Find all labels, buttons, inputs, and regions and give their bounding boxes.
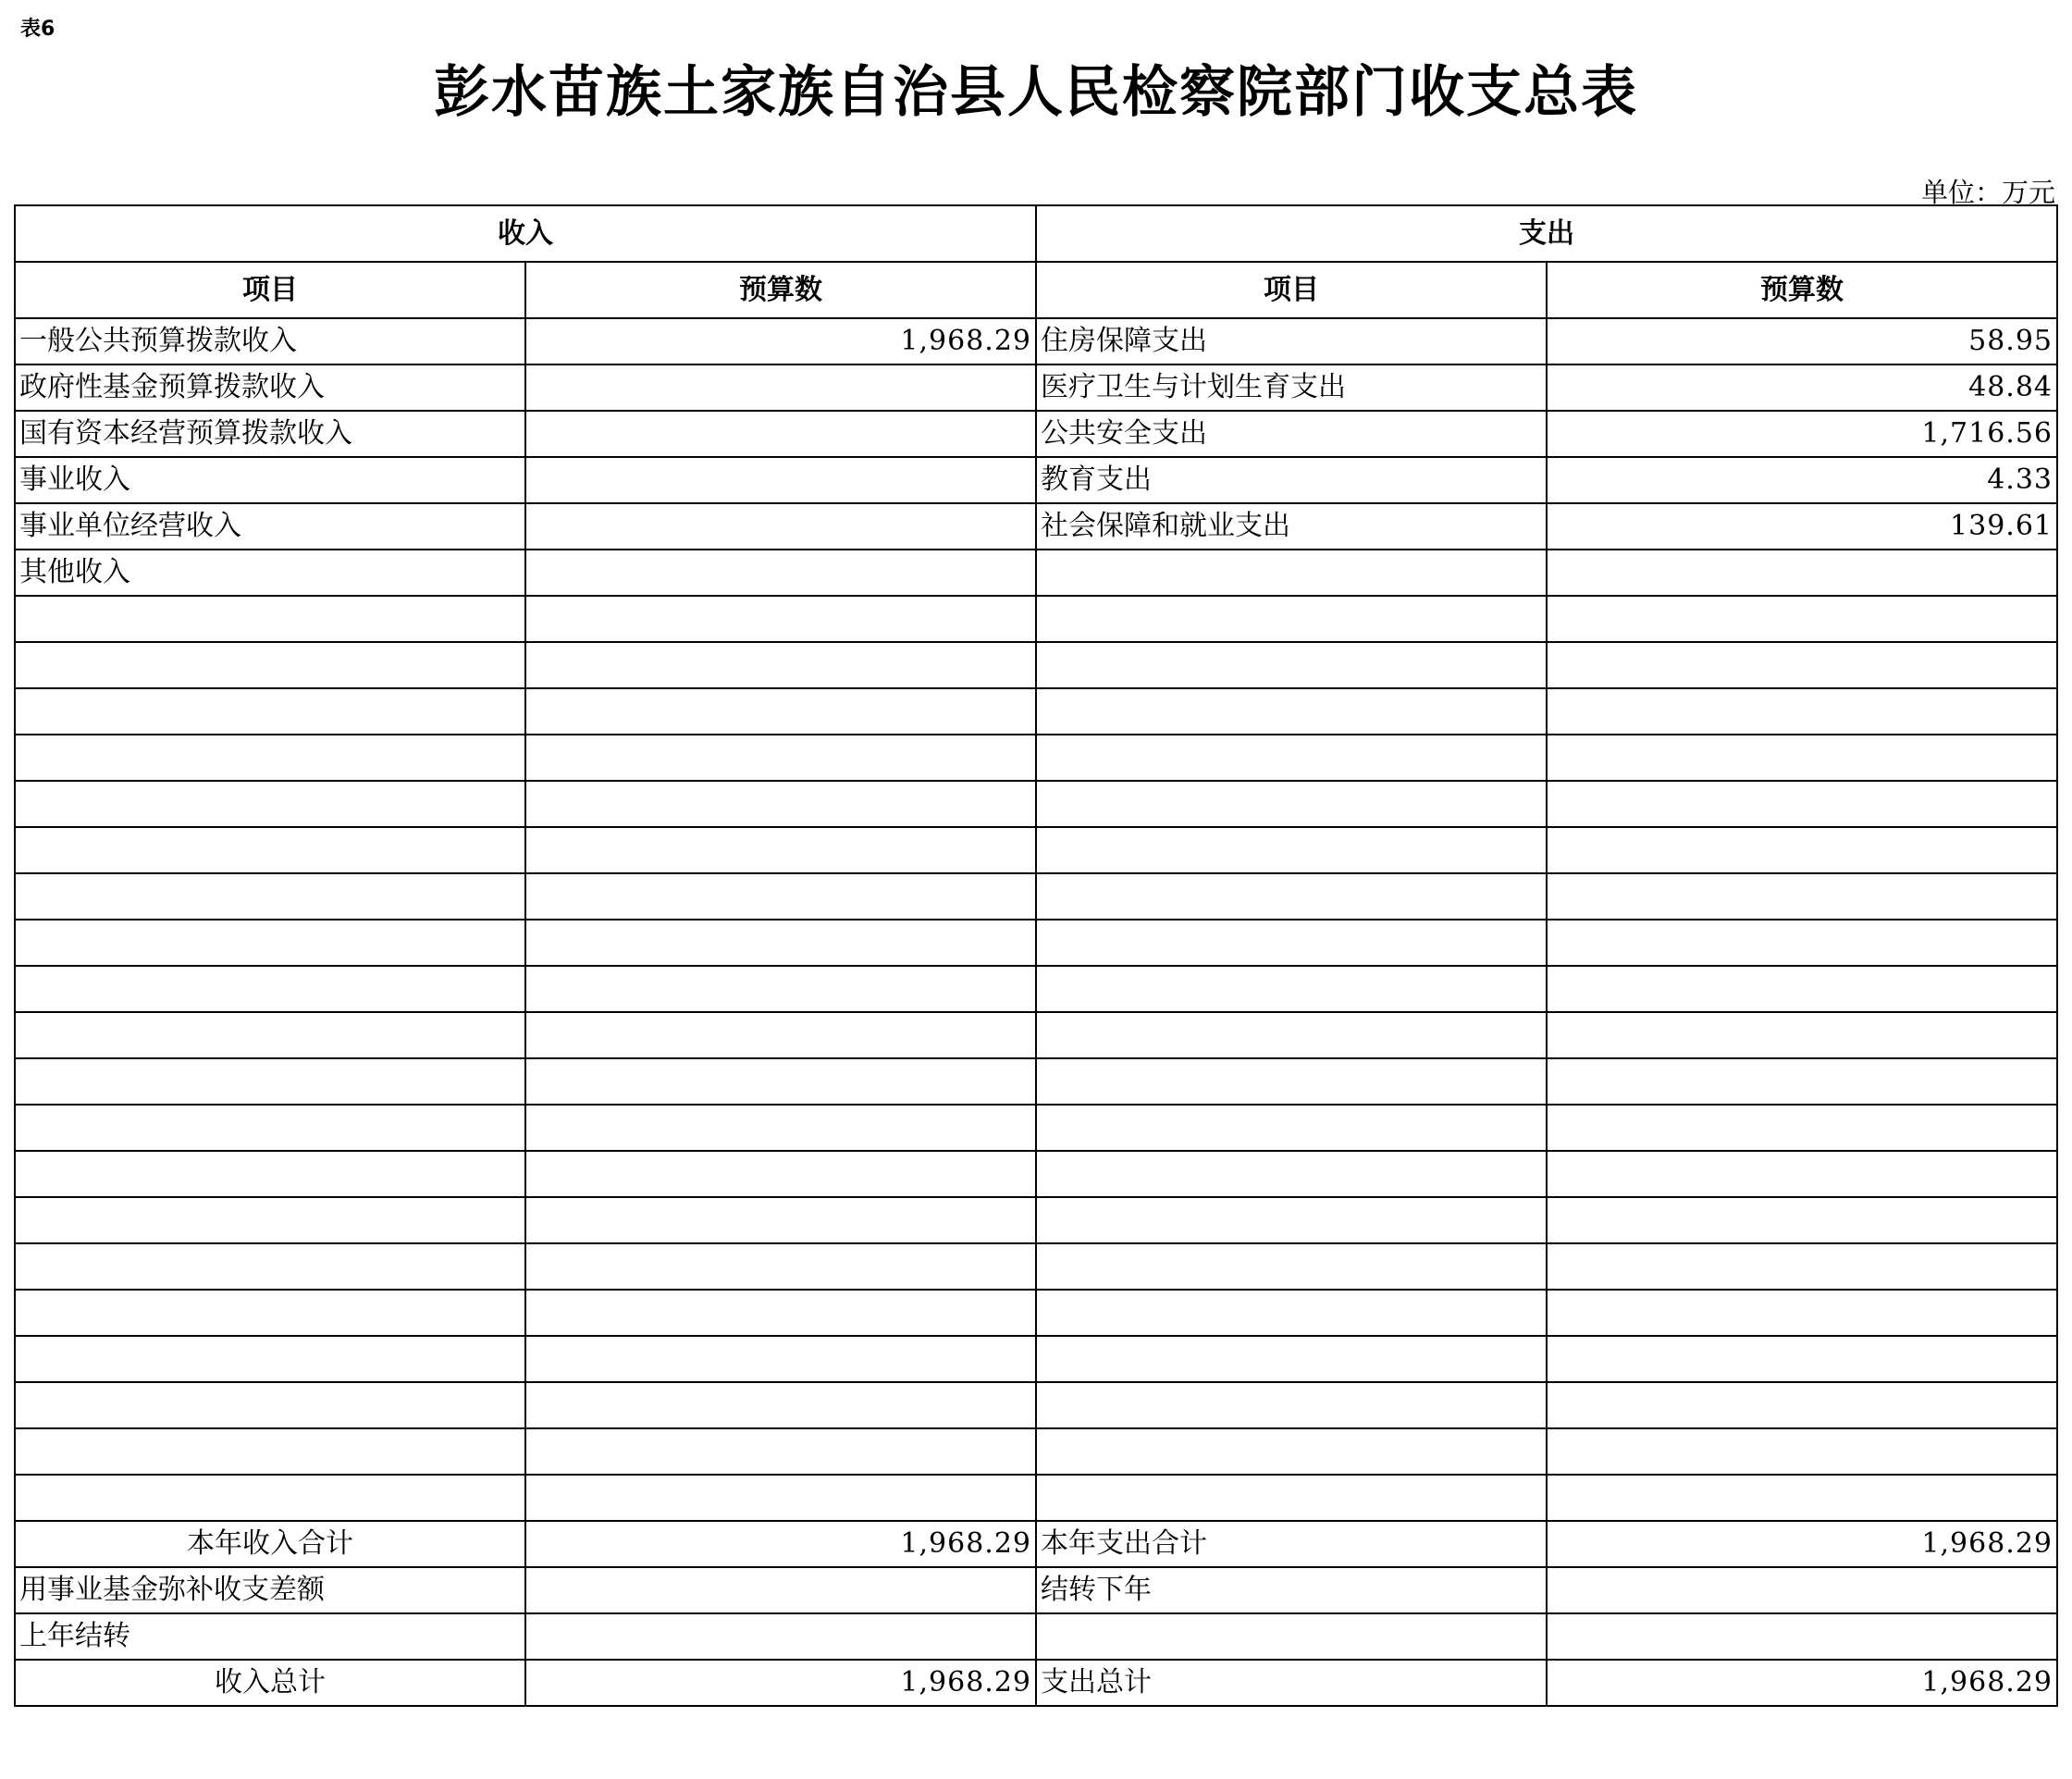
empty-cell bbox=[1036, 1613, 1547, 1660]
carry-last-year-row bbox=[15, 1613, 2057, 1660]
empty-row bbox=[15, 827, 2057, 873]
column-header-row bbox=[15, 262, 2057, 318]
income-item-cell: 政府性基金预算拨款收入 bbox=[15, 364, 525, 411]
empty-row bbox=[15, 1105, 2057, 1151]
empty-cell bbox=[15, 827, 525, 873]
empty-cell bbox=[1547, 1058, 2057, 1105]
empty-cell bbox=[525, 1336, 1036, 1382]
empty-cell bbox=[15, 1151, 525, 1197]
table-row bbox=[15, 550, 2057, 596]
budget-summary-table bbox=[14, 204, 2058, 1707]
income-item-cell: 其他收入 bbox=[15, 550, 525, 596]
empty-cell bbox=[1547, 1290, 2057, 1336]
empty-cell bbox=[15, 1243, 525, 1290]
carry-last-year-value bbox=[525, 1613, 1036, 1660]
empty-cell bbox=[1547, 966, 2057, 1012]
empty-cell bbox=[1547, 596, 2057, 642]
table-row bbox=[15, 318, 2057, 364]
empty-cell bbox=[1547, 1243, 2057, 1290]
empty-cell bbox=[1547, 1012, 2057, 1058]
empty-cell bbox=[15, 1475, 525, 1521]
expense-item-cell: 社会保障和就业支出 bbox=[1036, 503, 1547, 550]
empty-cell bbox=[15, 1428, 525, 1475]
empty-cell bbox=[1036, 1151, 1547, 1197]
income-item-cell: 事业单位经营收入 bbox=[15, 503, 525, 550]
empty-row bbox=[15, 1151, 2057, 1197]
unit-label: 单位：万元 bbox=[1920, 177, 2055, 208]
expense-item-cell: 住房保障支出 bbox=[1036, 318, 1547, 364]
empty-cell bbox=[1036, 1012, 1547, 1058]
income-value-cell bbox=[525, 364, 1036, 411]
fund-makeup-label: 用事业基金弥补收支差额 bbox=[15, 1567, 525, 1613]
expense-item-cell: 医疗卫生与计划生育支出 bbox=[1036, 364, 1547, 411]
year-expense-total-value: 1,968.29 bbox=[1547, 1521, 2057, 1567]
empty-row bbox=[15, 735, 2057, 781]
empty-cell bbox=[1547, 1336, 2057, 1382]
empty-cell bbox=[1547, 1475, 2057, 1521]
table-row bbox=[15, 503, 2057, 550]
table-row bbox=[15, 411, 2057, 457]
empty-cell bbox=[1547, 1197, 2057, 1243]
empty-cell bbox=[1036, 1243, 1547, 1290]
empty-cell bbox=[525, 1428, 1036, 1475]
empty-cell bbox=[15, 1290, 525, 1336]
expense-section-header: 支出 bbox=[1036, 205, 2057, 262]
empty-cell bbox=[15, 1105, 525, 1151]
empty-cell bbox=[1547, 827, 2057, 873]
empty-row bbox=[15, 596, 2057, 642]
empty-cell bbox=[1547, 1105, 2057, 1151]
expense-item-cell bbox=[1036, 550, 1547, 596]
empty-cell bbox=[525, 1105, 1036, 1151]
empty-cell bbox=[525, 688, 1036, 735]
empty-cell bbox=[1547, 688, 2057, 735]
expense-value-cell bbox=[1547, 550, 2057, 596]
empty-row bbox=[15, 1428, 2057, 1475]
empty-row bbox=[15, 1243, 2057, 1290]
fund-makeup-row bbox=[15, 1567, 2057, 1613]
empty-cell bbox=[1036, 781, 1547, 827]
empty-cell bbox=[15, 735, 525, 781]
year-total-row bbox=[15, 1521, 2057, 1567]
empty-cell bbox=[1036, 1428, 1547, 1475]
empty-cell bbox=[525, 781, 1036, 827]
empty-cell bbox=[15, 642, 525, 688]
income-grand-total-value: 1,968.29 bbox=[525, 1660, 1036, 1706]
year-income-total-value: 1,968.29 bbox=[525, 1521, 1036, 1567]
empty-cell bbox=[1036, 966, 1547, 1012]
empty-cell bbox=[15, 920, 525, 966]
empty-row bbox=[15, 966, 2057, 1012]
expense-item-cell: 教育支出 bbox=[1036, 457, 1547, 503]
empty-cell bbox=[15, 966, 525, 1012]
empty-cell bbox=[15, 688, 525, 735]
empty-cell bbox=[1036, 920, 1547, 966]
income-value-cell: 1,968.29 bbox=[525, 318, 1036, 364]
empty-cell bbox=[1547, 735, 2057, 781]
expense-value-cell: 58.95 bbox=[1547, 318, 2057, 364]
empty-cell bbox=[1036, 642, 1547, 688]
expense-item-cell: 公共安全支出 bbox=[1036, 411, 1547, 457]
income-item-cell: 国有资本经营预算拨款收入 bbox=[15, 411, 525, 457]
fund-makeup-value bbox=[525, 1567, 1036, 1613]
empty-row bbox=[15, 1336, 2057, 1382]
empty-row bbox=[15, 1197, 2057, 1243]
table-number-label: 表6 bbox=[20, 18, 56, 41]
empty-cell bbox=[1036, 1475, 1547, 1521]
table-row bbox=[15, 457, 2057, 503]
empty-row bbox=[15, 688, 2057, 735]
carry-next-year-label: 结转下年 bbox=[1036, 1567, 1547, 1613]
empty-cell bbox=[15, 1058, 525, 1105]
income-value-cell bbox=[525, 550, 1036, 596]
empty-cell bbox=[1036, 596, 1547, 642]
carry-next-year-value bbox=[1547, 1567, 2057, 1613]
empty-row bbox=[15, 1475, 2057, 1521]
empty-cell bbox=[15, 1336, 525, 1382]
carry-last-year-label: 上年结转 bbox=[15, 1613, 525, 1660]
empty-cell bbox=[1036, 735, 1547, 781]
expense-item-header: 项目 bbox=[1036, 262, 1547, 318]
empty-row bbox=[15, 1058, 2057, 1105]
grand-total-row bbox=[15, 1660, 2057, 1706]
year-income-total-label: 本年收入合计 bbox=[15, 1521, 525, 1567]
expense-budget-header: 预算数 bbox=[1547, 262, 2057, 318]
empty-cell bbox=[15, 596, 525, 642]
expense-value-cell: 48.84 bbox=[1547, 364, 2057, 411]
empty-cell bbox=[1036, 1058, 1547, 1105]
empty-cell bbox=[15, 1012, 525, 1058]
empty-cell bbox=[525, 1382, 1036, 1428]
empty-cell bbox=[1547, 1428, 2057, 1475]
empty-cell bbox=[15, 781, 525, 827]
income-item-header: 项目 bbox=[15, 262, 525, 318]
empty-row bbox=[15, 1290, 2057, 1336]
empty-cell bbox=[525, 827, 1036, 873]
expense-grand-total-value: 1,968.29 bbox=[1547, 1660, 2057, 1706]
income-value-cell bbox=[525, 457, 1036, 503]
empty-cell bbox=[1547, 1151, 2057, 1197]
empty-cell bbox=[525, 642, 1036, 688]
empty-cell bbox=[1547, 1382, 2057, 1428]
empty-cell bbox=[1547, 920, 2057, 966]
income-item-cell: 一般公共预算拨款收入 bbox=[15, 318, 525, 364]
income-section-header: 收入 bbox=[15, 205, 1036, 262]
income-value-cell bbox=[525, 411, 1036, 457]
expense-grand-total-label: 支出总计 bbox=[1036, 1660, 1547, 1706]
empty-cell bbox=[1036, 873, 1547, 920]
empty-cell bbox=[525, 1012, 1036, 1058]
income-budget-header: 预算数 bbox=[525, 262, 1036, 318]
empty-row bbox=[15, 873, 2057, 920]
expense-value-cell: 4.33 bbox=[1547, 457, 2057, 503]
page-title: 彭水苗族土家族自治县人民检察院部门收支总表 bbox=[434, 60, 1638, 125]
empty-cell bbox=[525, 873, 1036, 920]
empty-cell bbox=[525, 1475, 1036, 1521]
expense-value-cell: 1,716.56 bbox=[1547, 411, 2057, 457]
empty-cell bbox=[525, 735, 1036, 781]
empty-cell bbox=[525, 1197, 1036, 1243]
empty-cell bbox=[15, 873, 525, 920]
empty-cell bbox=[525, 1290, 1036, 1336]
empty-cell bbox=[1036, 688, 1547, 735]
empty-cell bbox=[1036, 1105, 1547, 1151]
empty-cell bbox=[525, 1243, 1036, 1290]
empty-cell bbox=[525, 966, 1036, 1012]
empty-cell bbox=[525, 920, 1036, 966]
empty-row bbox=[15, 642, 2057, 688]
empty-cell bbox=[1036, 1290, 1547, 1336]
section-header-row bbox=[15, 205, 2057, 262]
empty-cell bbox=[1547, 873, 2057, 920]
empty-cell bbox=[1036, 1197, 1547, 1243]
expense-value-cell: 139.61 bbox=[1547, 503, 2057, 550]
empty-cell bbox=[525, 596, 1036, 642]
empty-cell bbox=[15, 1197, 525, 1243]
empty-cell bbox=[1547, 781, 2057, 827]
table-row bbox=[15, 364, 2057, 411]
empty-cell bbox=[1036, 1336, 1547, 1382]
income-item-cell: 事业收入 bbox=[15, 457, 525, 503]
empty-row bbox=[15, 781, 2057, 827]
empty-row bbox=[15, 1382, 2057, 1428]
income-value-cell bbox=[525, 503, 1036, 550]
empty-row bbox=[15, 1012, 2057, 1058]
empty-cell bbox=[1547, 1613, 2057, 1660]
income-grand-total-label: 收入总计 bbox=[15, 1660, 525, 1706]
empty-cell bbox=[15, 1382, 525, 1428]
year-expense-total-label: 本年支出合计 bbox=[1036, 1521, 1547, 1567]
empty-row bbox=[15, 920, 2057, 966]
empty-cell bbox=[1036, 827, 1547, 873]
empty-cell bbox=[525, 1151, 1036, 1197]
empty-cell bbox=[525, 1058, 1036, 1105]
empty-cell bbox=[1036, 1382, 1547, 1428]
empty-cell bbox=[1547, 642, 2057, 688]
